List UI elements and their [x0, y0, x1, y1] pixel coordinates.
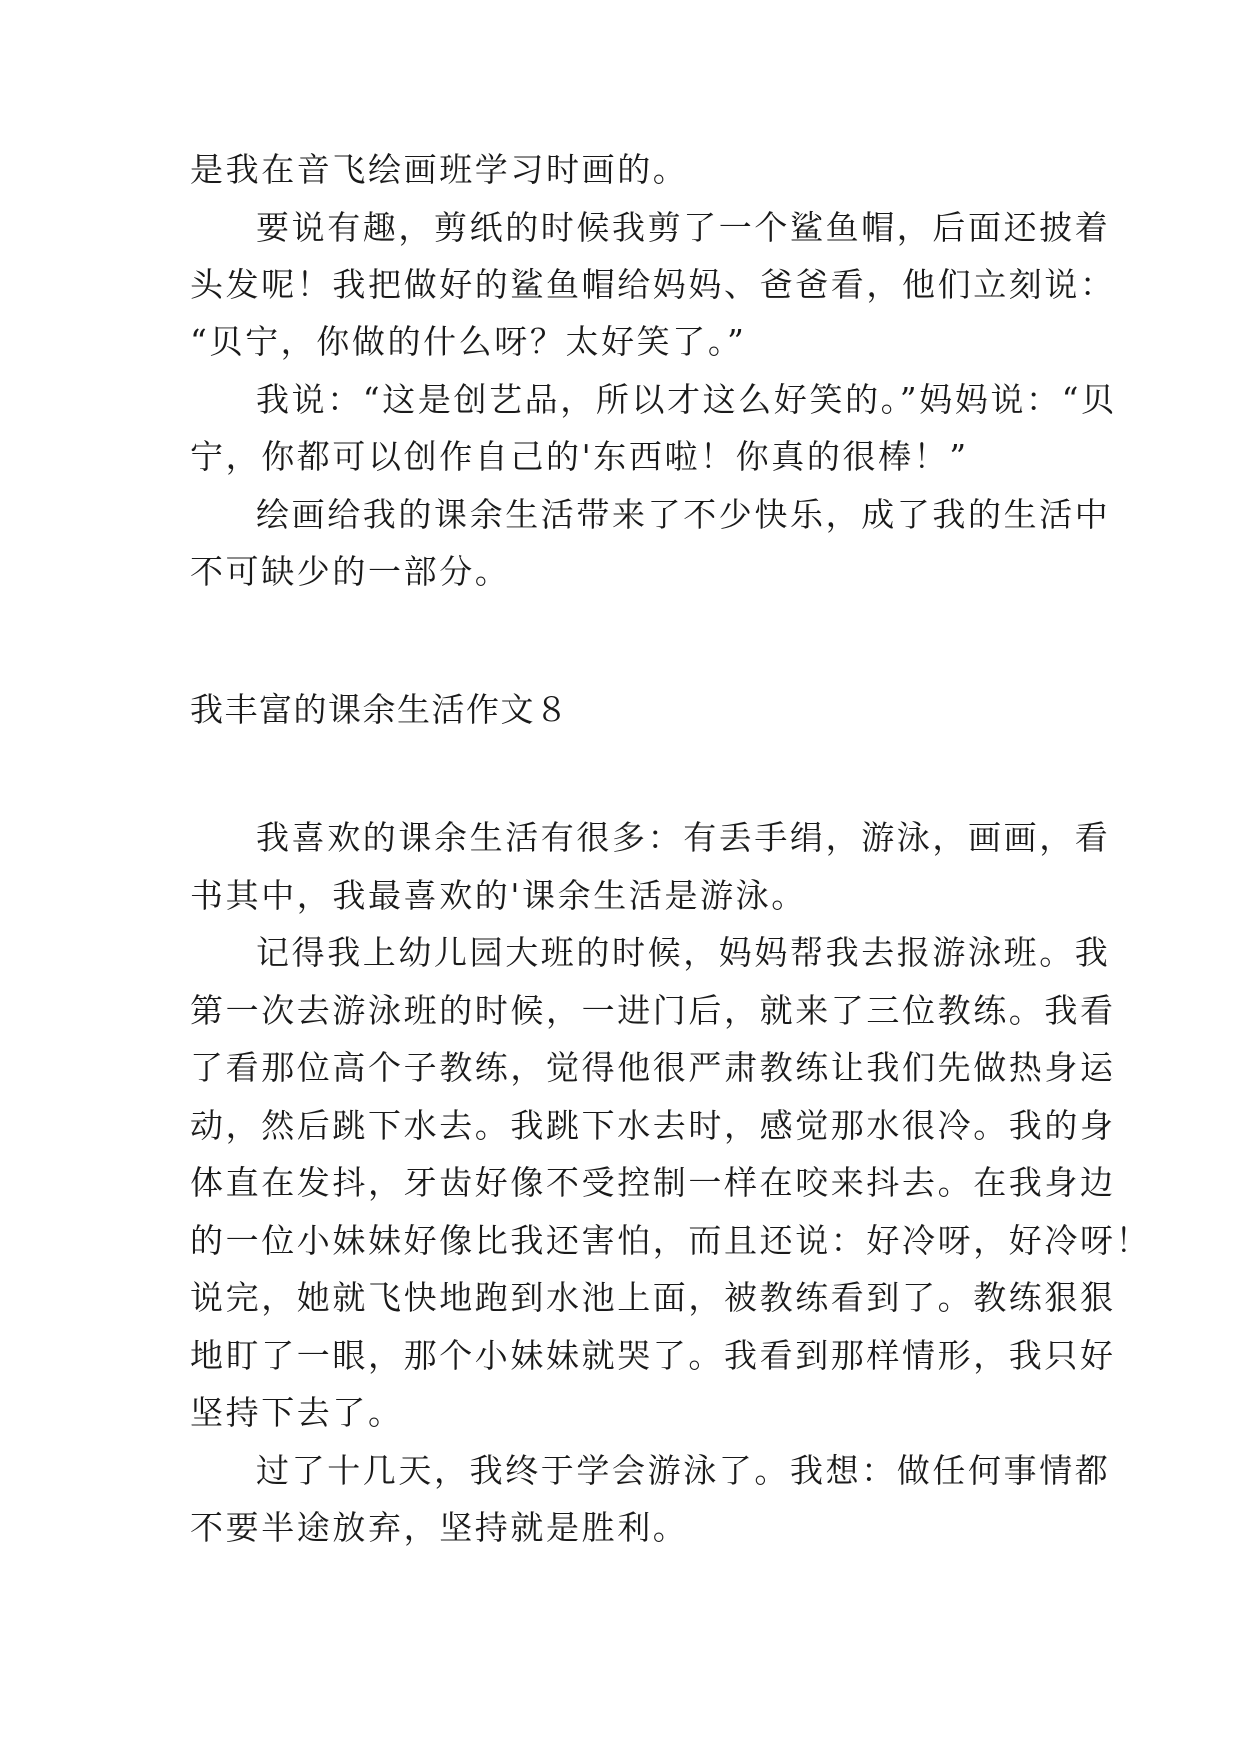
paragraph-line: 是我在音飞绘画班学习时画的。	[190, 150, 689, 189]
paragraph-line: 体直在发抖，牙齿好像不受控制一样在咬来抖去。在我身边	[190, 1163, 1116, 1202]
section-heading: 我丰富的课余生活作文８	[190, 690, 570, 729]
paragraph-line: 不可缺少的一部分。	[190, 552, 511, 591]
paragraph-line: 我说：“这是创艺品，所以才这么好笑的。”妈妈说：“贝	[256, 380, 1117, 419]
paragraph-line: 要说有趣，剪纸的时候我剪了一个鲨鱼帽，后面还披着	[256, 208, 1111, 247]
paragraph-line: 了看那位高个子教练，觉得他很严肃教练让我们先做热身运	[190, 1048, 1116, 1087]
paragraph-line: 宁，你都可以创作自己的'东西啦！你真的很棒！”	[190, 437, 969, 476]
paragraph-line: 的一位小妹妹好像比我还害怕，而且还说：好冷呀，好冷呀！	[190, 1221, 1152, 1260]
paragraph-line: 头发呢！我把做好的鲨鱼帽给妈妈、爸爸看，他们立刻说：	[190, 265, 1116, 304]
paragraph-line: 过了十几天，我终于学会游泳了。我想：做任何事情都	[256, 1451, 1111, 1490]
paragraph-line: “贝宁，你做的什么呀？太好笑了。”	[190, 322, 747, 361]
paragraph-line: 地盯了一眼，那个小妹妹就哭了。我看到那样情形，我只好	[190, 1336, 1116, 1375]
paragraph-line: 记得我上幼儿园大班的时候，妈妈帮我去报游泳班。我	[256, 933, 1111, 972]
paragraph-line: 我喜欢的课余生活有很多：有丢手绢，游泳，画画，看	[256, 818, 1111, 857]
paragraph-line: 书其中，我最喜欢的'课余生活是游泳。	[190, 876, 807, 915]
paragraph-line: 坚持下去了。	[190, 1393, 404, 1432]
paragraph-line: 绘画给我的课余生活带来了不少快乐，成了我的生活中	[256, 495, 1111, 534]
paragraph-line: 第一次去游泳班的时候，一进门后，就来了三位教练。我看	[190, 991, 1116, 1030]
paragraph-line: 说完，她就飞快地跑到水池上面，被教练看到了。教练狠狠	[190, 1278, 1116, 1317]
paragraph-line: 动，然后跳下水去。我跳下水去时，感觉那水很冷。我的身	[190, 1106, 1116, 1145]
paragraph-line: 不要半途放弃，坚持就是胜利。	[190, 1508, 689, 1547]
